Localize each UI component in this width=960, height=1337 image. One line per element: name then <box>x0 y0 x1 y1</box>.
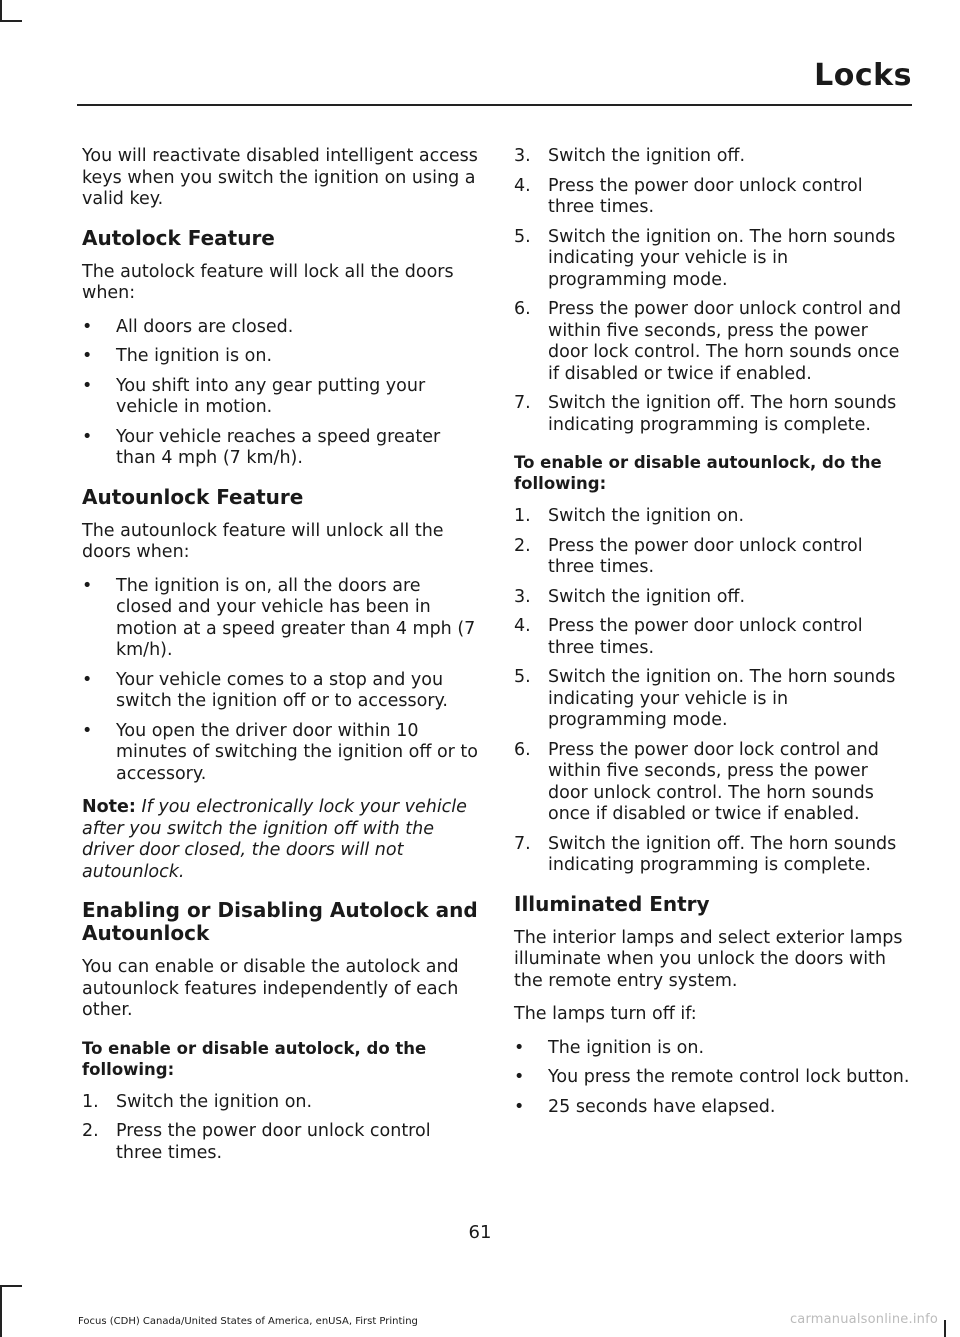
list-item-text: Switch the ignition on. The horn sounds indicating your vehicle is in programming mode. <box>548 226 896 290</box>
bullet: • <box>82 720 93 741</box>
crop-mark-bottom-left-horizontal <box>0 1285 22 1287</box>
note-text: If you electronically lock your vehicle after you switch the ignition off with the driver door closed, the doors will not autounlock. <box>82 797 467 882</box>
list-item <box>514 227 912 292</box>
step-number: 6. <box>514 739 531 760</box>
autolock-intro: The autolock feature will lock all the doors when: <box>82 261 454 303</box>
list-item <box>514 1097 912 1119</box>
header-divider <box>77 104 912 106</box>
bullet: • <box>82 575 93 596</box>
list-item <box>514 587 912 609</box>
list-item <box>514 740 912 826</box>
left-column <box>82 146 478 1176</box>
list-item-text: You open the driver door within 10 minutes of switching the ignition off or to accessory. <box>116 720 478 784</box>
watermark: carmanualsonline.info <box>789 1312 938 1327</box>
list-item-text: Press the power door unlock control and within five seconds, press the power door lock control. The horn sounds once if disabled or twice if enabled. <box>548 299 902 384</box>
list-item <box>514 393 912 436</box>
step-number: 4. <box>514 175 531 196</box>
list-item <box>514 536 912 579</box>
list-item-text: 25 seconds have elapsed. <box>548 1096 776 1117</box>
crop-mark-bottom-right-vertical <box>944 1320 946 1337</box>
step-number: 3. <box>514 586 531 607</box>
bullet: • <box>82 669 93 690</box>
list-item <box>82 1092 478 1114</box>
step-number: 6. <box>514 299 531 319</box>
bullet: • <box>514 1067 525 1087</box>
illuminated-entry-heading: Illuminated Entry <box>514 891 710 916</box>
list-item <box>514 299 912 385</box>
autolock-steps-continued-list <box>514 146 912 436</box>
list-item <box>82 576 478 662</box>
autolock-procedure-heading: To enable or disable autolock, do the following: <box>82 1038 427 1079</box>
autolock-heading: Autolock Feature <box>82 225 275 250</box>
list-item <box>514 1038 912 1060</box>
list-item-text: Switch the ignition on. <box>548 506 745 526</box>
step-number: 3. <box>514 146 531 166</box>
autounlock-procedure-heading: To enable or disable autounlock, do the following: <box>514 453 882 493</box>
list-item-text: You press the remote control lock button. <box>548 1067 910 1087</box>
list-item <box>82 427 478 470</box>
list-item-text: Switch the ignition on. <box>116 1091 313 1112</box>
list-item <box>82 346 478 368</box>
bullet: • <box>514 1096 525 1117</box>
illuminated-entry-intro: The interior lamps and select exterior lamps illuminate when you unlock the doors with the remote entry system. <box>514 927 903 991</box>
list-item <box>82 721 478 786</box>
intro-paragraph: You will reactivate disabled intelligent access keys when you switch the ignition on using a valid key. <box>82 146 478 209</box>
list-item-text: The ignition is on. <box>548 1037 705 1058</box>
autolock-steps-list <box>82 1092 478 1165</box>
list-item-text: Switch the ignition off. The horn sounds indicating programming is complete. <box>548 393 897 435</box>
list-item-text: Press the power door unlock control three times. <box>548 616 863 658</box>
step-number: 2. <box>82 1121 99 1141</box>
list-item-text: Switch the ignition off. <box>548 146 746 166</box>
bullet: • <box>82 346 93 366</box>
list-item <box>514 1067 912 1089</box>
list-item <box>514 834 912 877</box>
list-item <box>82 670 478 713</box>
list-item <box>514 506 912 528</box>
bullet: • <box>82 426 93 447</box>
list-item-text: Press the power door lock control and within five seconds, press the power door unlock control. The horn sounds once if disabled or twice if enabled. <box>548 739 879 824</box>
note-label: Note: <box>82 797 136 817</box>
list-item <box>514 667 912 732</box>
autounlock-heading: Autounlock Feature <box>82 484 304 509</box>
autounlock-steps-list <box>514 506 912 877</box>
step-number: 1. <box>514 506 531 526</box>
list-item-text: Press the power door unlock control three times. <box>548 175 863 217</box>
bullet: • <box>82 375 93 396</box>
list-item <box>514 176 912 219</box>
list-item <box>514 616 912 659</box>
list-item <box>82 376 478 419</box>
list-item-text: Switch the ignition on. The horn sounds indicating your vehicle is in programming mode. <box>548 667 896 730</box>
crop-mark-bottom-left-vertical <box>0 1285 2 1337</box>
list-item-text: Switch the ignition off. <box>548 586 746 607</box>
autolock-conditions-list <box>82 317 478 470</box>
bullet: • <box>82 316 93 337</box>
list-item <box>514 146 912 168</box>
list-item <box>82 317 478 339</box>
page-number: 61 <box>468 1222 492 1243</box>
list-item-text: Press the power door unlock control three times. <box>548 535 863 577</box>
enabling-heading: Enabling or Disabling Autolock and Autounlock <box>82 898 478 945</box>
enabling-intro: You can enable or disable the autolock and autounlock features independently of each other. <box>82 957 459 1020</box>
step-number: 2. <box>514 535 531 556</box>
list-item-text: Press the power door unlock control three times. <box>116 1121 431 1163</box>
note <box>82 797 478 883</box>
list-item-text: The ignition is on. <box>116 346 273 366</box>
list-item-text: Your vehicle reaches a speed greater than 4 mph (7 km/h). <box>116 426 441 468</box>
step-number: 4. <box>514 616 531 636</box>
list-item-text: You shift into any gear putting your vehicle in motion. <box>116 375 426 417</box>
list-item <box>82 1121 478 1164</box>
lamps-off-conditions-list <box>514 1038 912 1119</box>
crop-mark-top-left-horizontal <box>0 20 22 22</box>
list-item-text: Switch the ignition off. The horn sounds indicating programming is complete. <box>548 833 897 875</box>
footer-edition-text: Focus (CDH) Canada/United States of America, enUSA, First Printing <box>78 1316 418 1327</box>
list-item-text: All doors are closed. <box>116 316 294 337</box>
right-column <box>514 146 912 1130</box>
step-number: 7. <box>514 393 531 413</box>
step-number: 5. <box>514 667 531 687</box>
lamps-off-intro: The lamps turn off if: <box>514 1004 697 1024</box>
list-item-text: The ignition is on, all the doors are closed and your vehicle has been in motion at a speed greater than 4 mph (7 km/h). <box>116 575 476 660</box>
autounlock-conditions-list <box>82 576 478 786</box>
step-number: 1. <box>82 1091 99 1112</box>
list-item-text: Your vehicle comes to a stop and you switch the ignition off or to accessory. <box>116 669 448 711</box>
crop-mark-top-left-vertical <box>0 0 2 22</box>
page-title: Locks <box>814 58 912 93</box>
step-number: 5. <box>514 226 531 247</box>
step-number: 7. <box>514 833 531 854</box>
autounlock-intro: The autounlock feature will unlock all the doors when: <box>82 520 444 562</box>
bullet: • <box>514 1037 525 1058</box>
